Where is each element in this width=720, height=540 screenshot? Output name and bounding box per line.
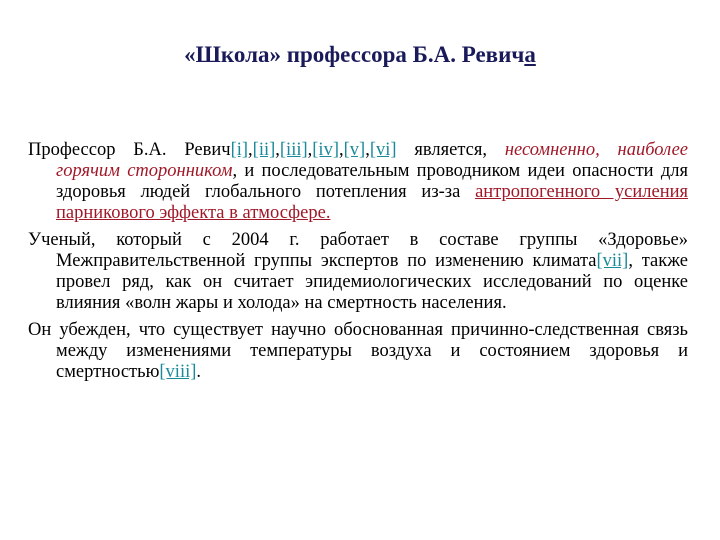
p3-end: . (196, 362, 202, 382)
ref-separator: , (307, 140, 313, 160)
ref-separator: , (338, 140, 344, 160)
title-main: «Школа» профессора Б.А. Ревич (184, 42, 525, 67)
ref-link-v[interactable]: [v] (343, 140, 366, 160)
slide-body (28, 140, 688, 389)
p1-mid: является, (396, 140, 505, 160)
paragraph-1 (28, 140, 688, 224)
p1-link-greenhouse[interactable]: антропогенного усиления парникового эффекта в атмосфере. (56, 182, 689, 223)
ref-separator: , (365, 140, 370, 160)
p2-end: , также провел ряд, как он считает эпидемиологических исследований по оценке влияния «волн жары и холода» на смертность населения. (56, 251, 688, 313)
title-underlined-letter: а (524, 42, 536, 67)
p1-emphasis: несомненно, наиболее горячим сторонником (56, 140, 689, 181)
p3-start: Он убежден, что существует научно обоснованная причинно-следственная связь между изменениями температуры воздуха и состоянием здоровья и смертностью (28, 320, 688, 382)
p1-start: Профессор Б.А. Ревич (28, 140, 231, 160)
ref-link-i[interactable]: [i] (230, 140, 249, 160)
ref-link-vi[interactable]: [vi] (369, 140, 397, 160)
p2-start: Ученый, который с 2004 г. работает в составе группы «Здоровье» Межправительственной группы экспертов по изменению климата (28, 230, 688, 271)
ref-link-ii[interactable]: [ii] (252, 140, 276, 160)
ref-separator: , (248, 140, 253, 160)
ref-link-vii[interactable]: [vii] (596, 251, 629, 271)
ref-link-iii[interactable]: [iii] (279, 140, 308, 160)
ref-separator: , (275, 140, 280, 160)
ref-link-viii[interactable]: [viii] (159, 362, 197, 382)
slide-title (0, 42, 720, 68)
p1-after-emphasis: , и последовательным проводником идеи опасности для здоровья людей глобального потепления из-за (56, 161, 688, 202)
ref-link-iv[interactable]: [iv] (312, 140, 339, 160)
paragraph-2 (28, 230, 688, 314)
paragraph-3 (28, 320, 688, 383)
